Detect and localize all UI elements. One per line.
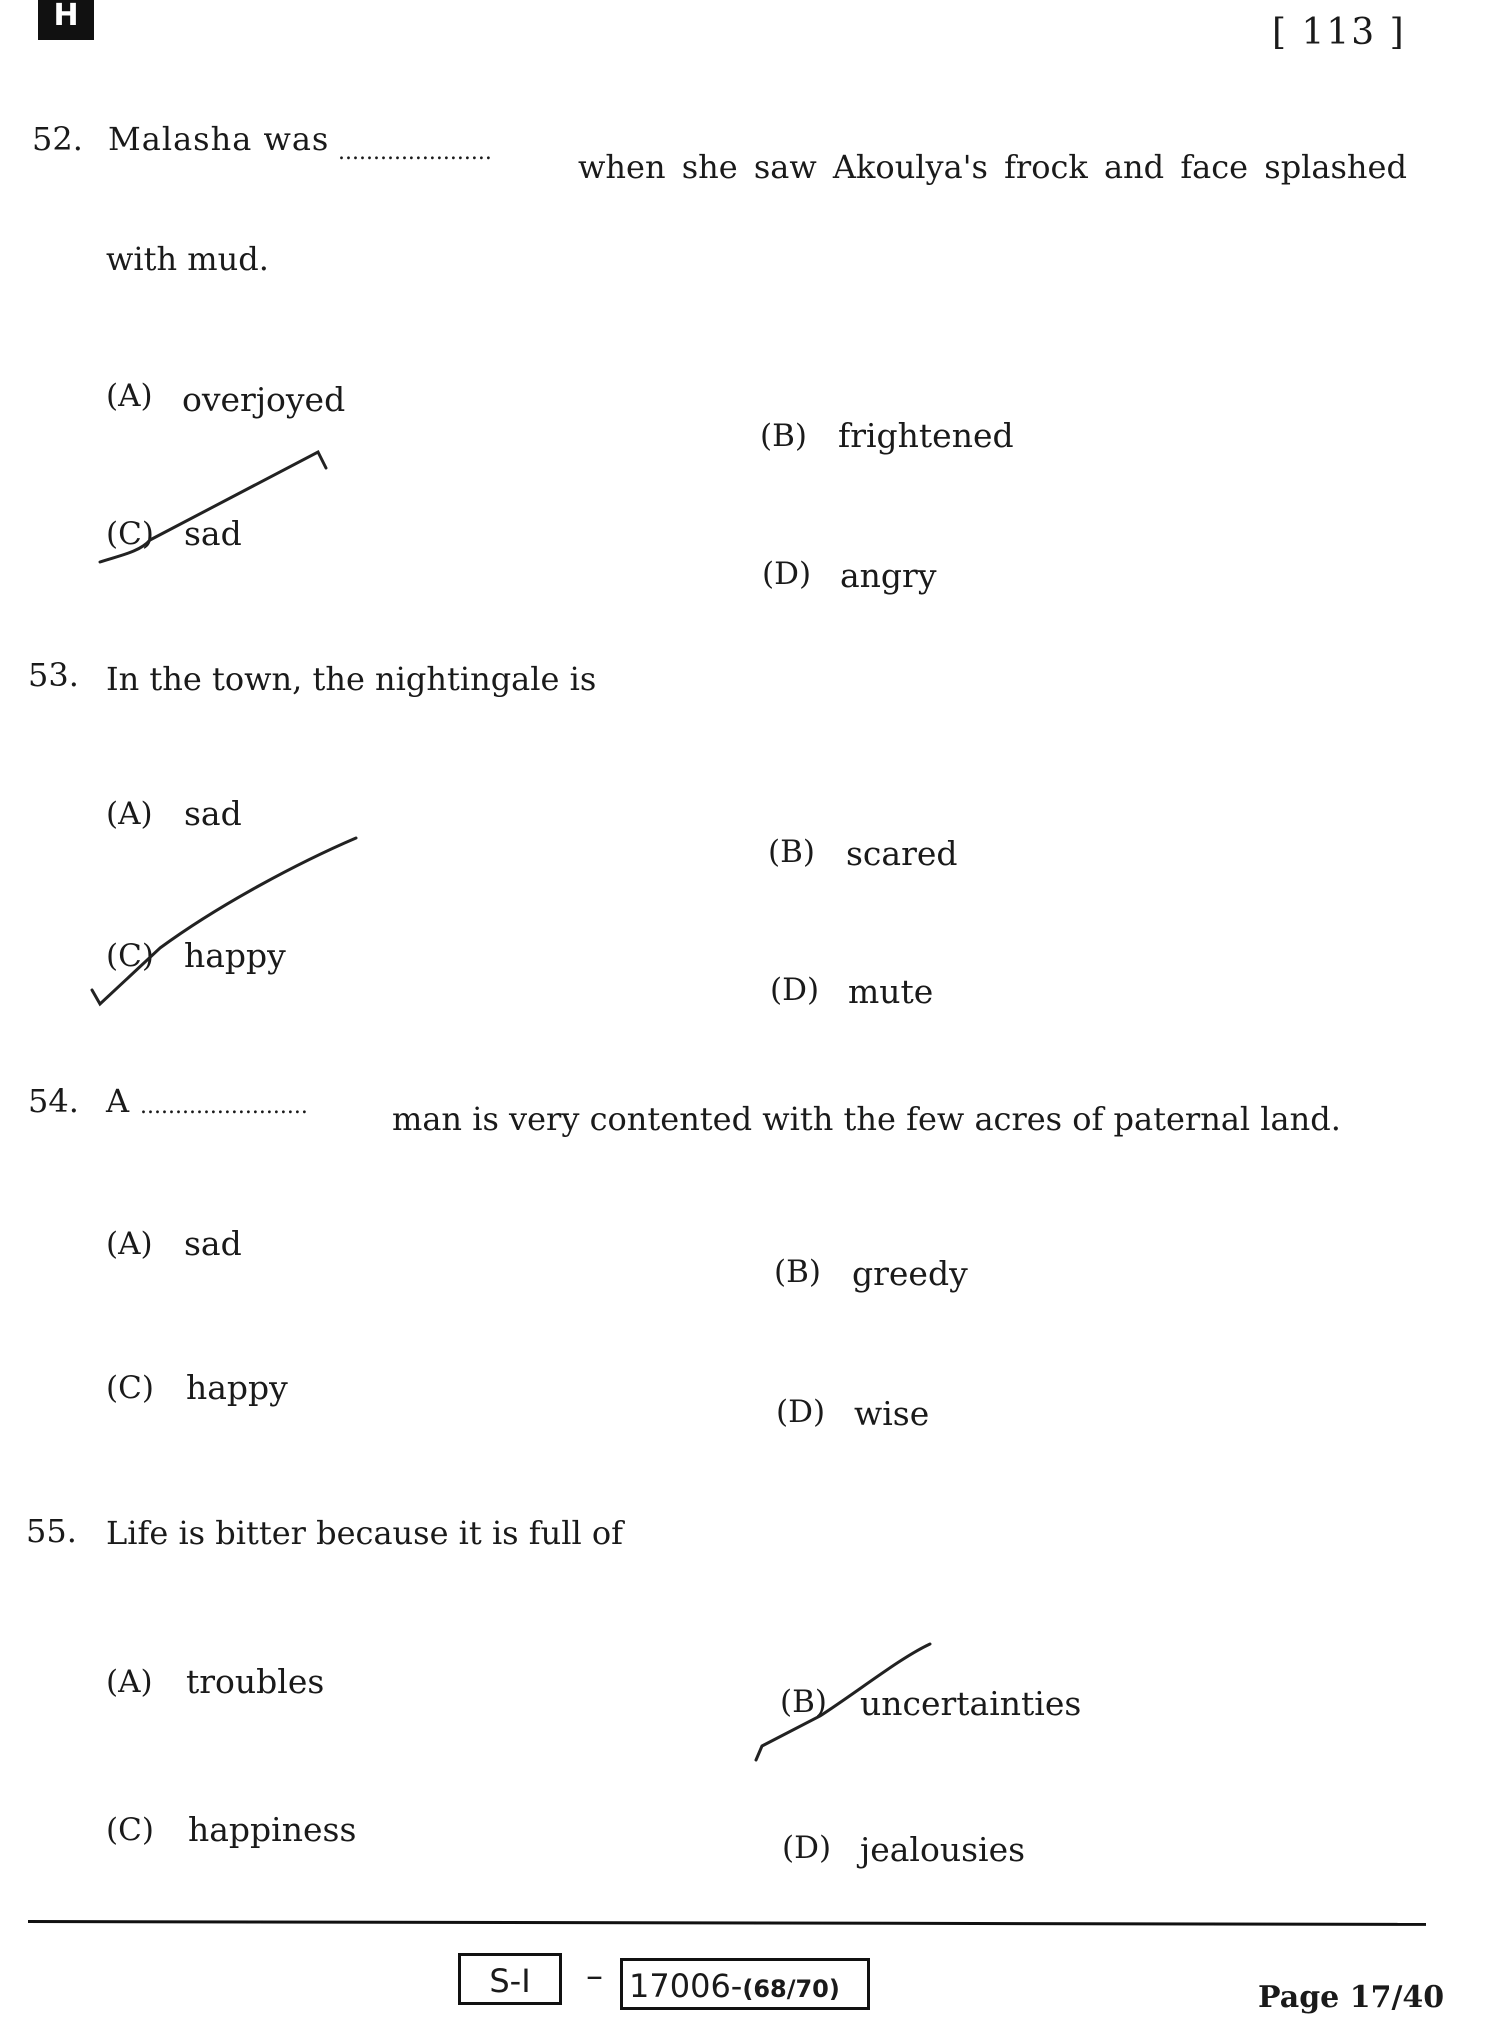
option-text-d: wise — [854, 1394, 930, 1433]
booklet-code-box — [620, 1958, 870, 2010]
booklet-code-suffix: (68/70) — [742, 1975, 840, 2003]
option-letter-d: (D) — [782, 1830, 832, 1866]
option-letter-a: (A) — [106, 1226, 153, 1262]
option-text-b: frightened — [838, 416, 1014, 455]
option-letter-b: (B) — [768, 834, 815, 870]
option-letter-d: (D) — [776, 1394, 826, 1430]
option-text-d: angry — [840, 556, 937, 595]
question-text-line2: with mud. — [106, 240, 269, 278]
booklet-code: 17006- — [629, 1967, 743, 2005]
option-letter-c: (C) — [106, 1812, 154, 1848]
option-letter-c: (C) — [106, 1370, 154, 1406]
question-number: 53. — [28, 656, 79, 694]
option-text-d: jealousies — [860, 1830, 1026, 1869]
answer-blank: ........................ — [140, 1094, 308, 1119]
question-text-end: man is very contented with the few acres of paternal land. — [392, 1100, 1341, 1138]
corner-mark: H — [38, 0, 94, 40]
question-text: Life is bitter because it is full of — [106, 1514, 623, 1552]
option-letter-a: (A) — [106, 1664, 153, 1700]
series-box: S-I — [458, 1953, 562, 2005]
option-text-c: happy — [184, 936, 286, 975]
option-text-c: happiness — [188, 1810, 357, 1849]
option-text-b: greedy — [852, 1254, 968, 1293]
option-letter-b: (B) — [760, 418, 807, 454]
question-number: 52. — [32, 120, 83, 158]
option-letter-b: (B) — [774, 1254, 821, 1290]
option-text-a: overjoyed — [182, 380, 346, 419]
answer-blank: ...................... — [338, 140, 492, 165]
paper-code: [ 113 ] — [1272, 12, 1406, 53]
option-letter-a: (A) — [106, 796, 153, 832]
option-text-b: uncertainties — [860, 1684, 1082, 1723]
option-letter-a: (A) — [106, 378, 153, 414]
option-text-c: happy — [186, 1368, 288, 1407]
option-text-c: sad — [184, 514, 242, 553]
footer-rule — [28, 1920, 1426, 1926]
tick-mark-q53 — [92, 838, 356, 1004]
question-text-start: Malasha was — [108, 120, 330, 158]
option-letter-c: (C) — [106, 938, 154, 974]
option-letter-b: (B) — [780, 1684, 827, 1720]
option-text-a: sad — [184, 1224, 242, 1263]
option-text-d: mute — [848, 972, 934, 1011]
option-text-a: sad — [184, 794, 242, 833]
page-number: Page 17/40 — [1258, 1980, 1445, 2015]
option-letter-d: (D) — [762, 556, 812, 592]
option-letter-d: (D) — [770, 972, 820, 1008]
question-text-start: A — [106, 1082, 130, 1120]
option-text-b: scared — [846, 834, 958, 873]
option-letter-c: (C) — [106, 516, 154, 552]
option-text-a: troubles — [186, 1662, 325, 1701]
question-text: In the town, the nightingale is — [106, 660, 597, 698]
question-number: 55. — [26, 1512, 77, 1550]
question-number: 54. — [28, 1082, 79, 1120]
question-text-end: when she saw Akoulya's frock and face splashed — [578, 148, 1407, 186]
footer-separator: – — [586, 1956, 603, 1996]
